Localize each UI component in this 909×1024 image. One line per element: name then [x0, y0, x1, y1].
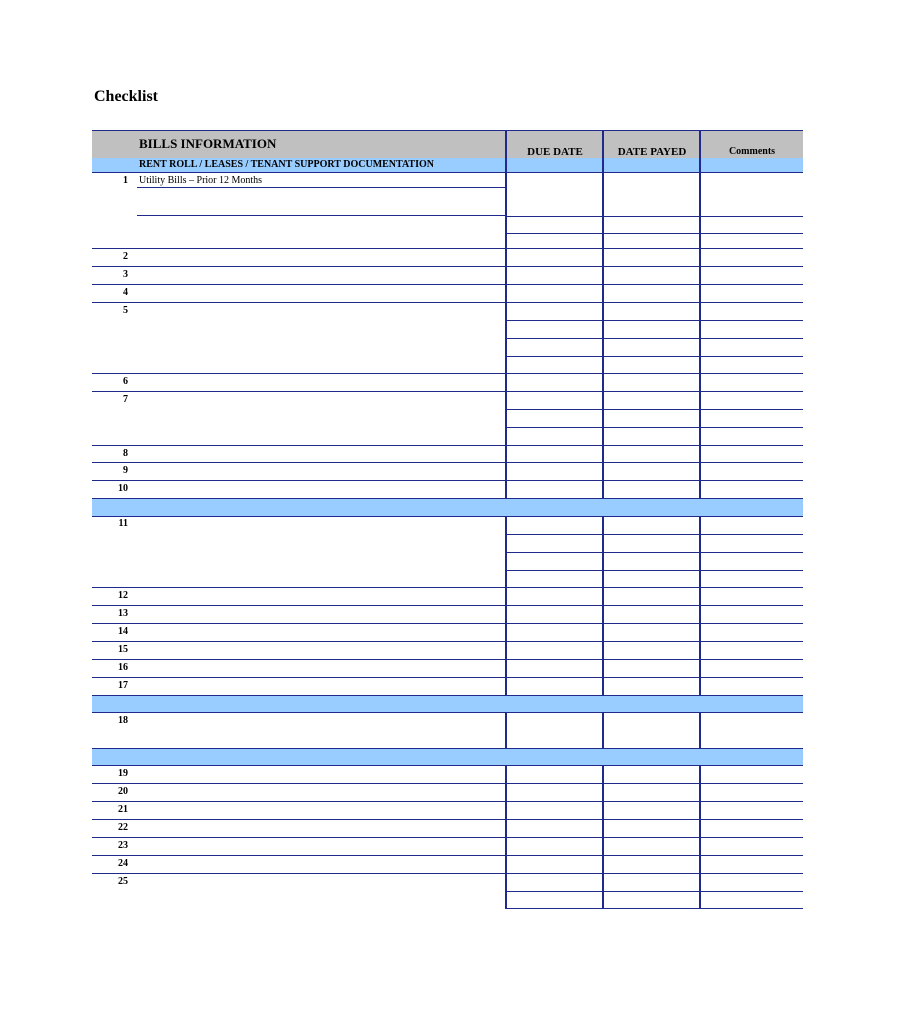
row-number: 6: [123, 376, 128, 387]
row-number: 23: [118, 840, 128, 851]
row-divider: [92, 783, 803, 784]
row-divider: [92, 837, 803, 838]
row-divider: [92, 748, 803, 749]
row-divider: [92, 498, 803, 499]
row-divider: [92, 302, 803, 303]
row-number: 18: [118, 715, 128, 726]
row-number: 12: [118, 590, 128, 601]
subrow-divider: [507, 320, 803, 321]
column-divider: [602, 765, 604, 909]
section-band: [92, 499, 803, 516]
row-number: 21: [118, 804, 128, 815]
subrow-divider: [507, 233, 803, 234]
row-number: 25: [118, 876, 128, 887]
row-number: 9: [123, 465, 128, 476]
row-number: 1: [123, 175, 128, 186]
row-divider: [92, 819, 803, 820]
row-divider: [92, 873, 803, 874]
subrow-divider: [507, 534, 803, 535]
row-number: 4: [123, 287, 128, 298]
section-band: [92, 695, 803, 712]
subrow-divider: [507, 338, 803, 339]
row-number: 22: [118, 822, 128, 833]
row-divider: [92, 623, 803, 624]
row-divider: [92, 659, 803, 660]
column-divider: [505, 712, 507, 748]
row-number: 17: [118, 680, 128, 691]
due-date-header: DUE DATE: [527, 146, 583, 158]
column-divider: [699, 130, 701, 499]
column-divider: [602, 712, 604, 748]
date-payed-header: DATE PAYED: [617, 146, 687, 158]
column-divider: [699, 712, 701, 748]
row-divider: [92, 801, 803, 802]
row-number: 7: [123, 394, 128, 405]
bills-information-header: BILLS INFORMATION: [139, 136, 277, 151]
row-divider: [92, 712, 803, 713]
row-number: 16: [118, 662, 128, 673]
subrow-divider: [507, 891, 803, 892]
row-divider: [92, 462, 803, 463]
subrow-divider: [507, 908, 803, 909]
row-number: 5: [123, 305, 128, 316]
column-divider: [505, 516, 507, 695]
subrow-divider: [507, 427, 803, 428]
row-number: 13: [118, 608, 128, 619]
column-divider: [699, 516, 701, 695]
subrow-divider: [507, 216, 803, 217]
row-divider: [92, 248, 803, 249]
row-number: 15: [118, 644, 128, 655]
row-number: 24: [118, 858, 128, 869]
label-underline: [137, 215, 505, 216]
row-divider: [92, 516, 803, 517]
row-number: 2: [123, 251, 128, 262]
row-number: 3: [123, 269, 128, 280]
row-divider: [92, 445, 803, 446]
comments-header: Comments: [728, 146, 776, 157]
column-divider: [699, 765, 701, 909]
row-divider: [92, 677, 803, 678]
column-divider: [505, 130, 507, 499]
row-divider: [92, 284, 803, 285]
row-number: 8: [123, 448, 128, 459]
row-number: 11: [118, 518, 128, 529]
row-number: 14: [118, 626, 128, 637]
row-divider: [92, 130, 803, 131]
row-divider: [92, 855, 803, 856]
section-title: RENT ROLL / LEASES / TENANT SUPPORT DOCUMENTATION: [139, 159, 434, 170]
row-divider: [92, 373, 803, 374]
row-divider: [92, 266, 803, 267]
row-divider: [92, 391, 803, 392]
row-number: 10: [118, 483, 128, 494]
row-divider: [92, 587, 803, 588]
row-divider: [92, 172, 803, 173]
row-divider: [92, 695, 803, 696]
section-band: [92, 748, 803, 765]
subrow-divider: [507, 409, 803, 410]
row-number: 19: [118, 768, 128, 779]
column-divider: [505, 765, 507, 909]
subrow-divider: [507, 570, 803, 571]
row-divider: [92, 641, 803, 642]
column-divider: [602, 130, 604, 499]
row-number: 20: [118, 786, 128, 797]
row-divider: [92, 605, 803, 606]
row-divider: [92, 765, 803, 766]
subrow-divider: [507, 356, 803, 357]
row-divider: [92, 480, 803, 481]
row-label: Utility Bills – Prior 12 Months: [139, 175, 263, 186]
page-title: Checklist: [94, 88, 158, 105]
column-divider: [602, 516, 604, 695]
subrow-divider: [507, 552, 803, 553]
label-underline: [137, 187, 505, 188]
